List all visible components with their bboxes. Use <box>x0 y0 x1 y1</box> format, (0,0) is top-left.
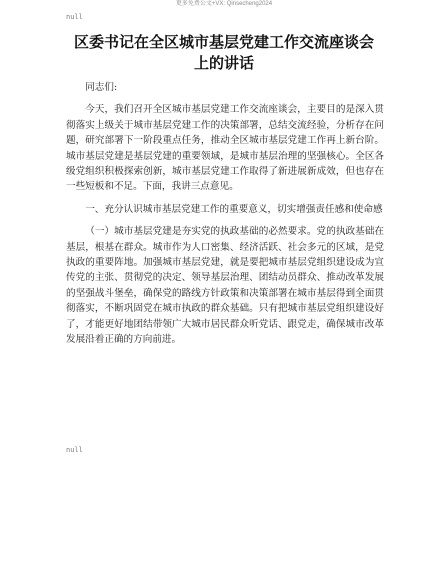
paragraph-section-1-1: （一）城市基层党建是夯实党的执政基础的必然要求。党的执政基础在基层，根基在群众。城市作为人口密集、经济活跃、社会多元的区域，是党执政的重要阵地。加强城市基层党建，就是要把城市基层党组织建设成为宣传党的主张、贯彻党的决定、领导基层治理、团结动员群众、推动改革发展的坚强战斗堡垒，确保党的路线方针政策和决策部署在城市基层得到全面贯彻落实，不断巩固党在城市执政的群众基础。只有把城市基层党组织建设好了，才能更好地团结带领广大城市居民群众听党话、跟党走，确保城市改革发展沿着正确的方向前进。 <box>66 226 384 346</box>
title-line-2: 上的讲话 <box>193 54 254 72</box>
paragraph-intro: 今天，我们召开全区城市基层党建工作交流座谈会，主要目的是深入贯彻落实上级关于城市基层党建工作的决策部署，总结交流经验，分析存在问题，研究部署下一阶段重点任务，推动全区城市基层党建工作再上新台阶。城市基层党建是基层党建的重要领域，是城市基层治理的坚强核心。全区各级党组织积极探索创新，城市基层党建工作取得了新进展新成效，但也存在一些短板和不足。下面，我讲三点意见。 <box>66 104 384 193</box>
document-title <box>60 32 388 74</box>
salutation: 同志们: <box>85 82 118 93</box>
document-body <box>66 80 384 355</box>
page-marker-top: null <box>66 13 83 21</box>
header-watermark-note: 更多免费公文+VX: Qinsecheng2024 <box>175 1 273 7</box>
title-line-1: 区委书记在全区城市基层党建工作交流座谈会 <box>73 33 374 51</box>
section-heading-1: 一、充分认识城市基层党建工作的重要意义，切实增强责任感和使命感 <box>85 203 383 215</box>
page-marker-bottom: null <box>66 446 83 454</box>
